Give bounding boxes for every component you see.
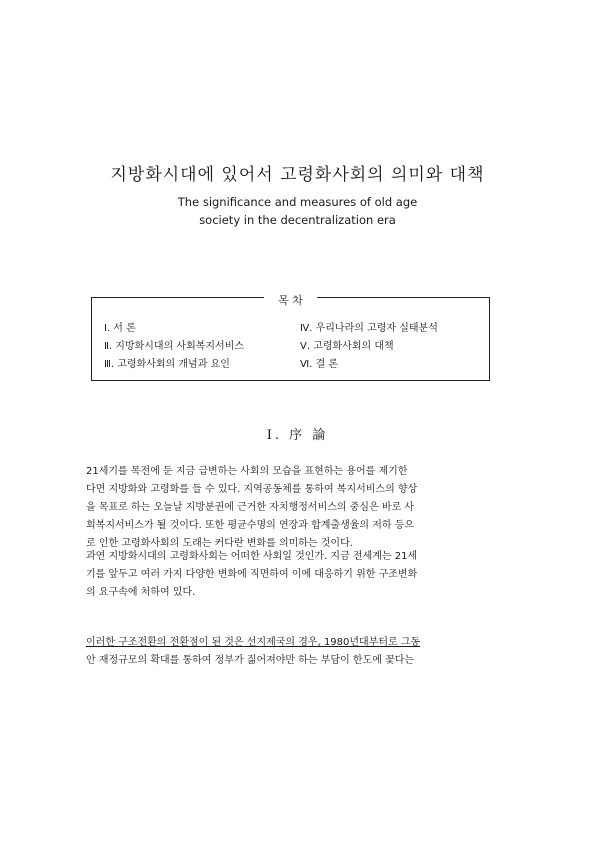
toc-column-left: [104, 320, 244, 374]
toc-item: Ⅱ. 지방화시대의 사회복지서비스: [104, 341, 245, 352]
title-en-line-2: society in the decentralization era: [199, 213, 396, 227]
paragraph-line: 을 목표로 하는 오늘날 지방분권에 근거한 자치행정서비스의 중심은 바로 사: [86, 502, 415, 513]
toc-column-right: [300, 320, 438, 374]
toc-item: Ⅵ. 결 론: [300, 359, 339, 370]
paragraph-line: 기를 앞두고 여러 가지 다양한 변화에 직면하여 이에 대응하기 위한 구조변화: [86, 569, 418, 580]
paragraph-line: 이러한 구조전환의 전환점이 된 것은 선지제국의 경우, 1980년대부터로 그동: [86, 637, 421, 648]
paragraph-line: 의 요구속에 처하여 있다.: [86, 587, 196, 598]
section-heading: Ⅰ. 序 論: [266, 428, 329, 443]
paragraph-line: 21세기를 목전에 둔 지금 급변하는 사회의 모습을 표현하는 용어를 제기한: [86, 466, 408, 477]
body-paragraph-2: [86, 548, 494, 602]
toc-heading-wrap: [92, 289, 489, 308]
body-paragraph-3: [86, 634, 494, 670]
title-en-line-1: The significance and measures of old age: [177, 195, 418, 209]
table-of-contents: [91, 294, 490, 381]
toc-item: Ⅳ. 우리나라의 고령자 실태분석: [300, 323, 438, 334]
paper-title-korean: 지방화시대에 있어서 고령화사회의 의미와 대책: [110, 165, 485, 185]
body-paragraph-1: [86, 463, 494, 553]
toc-heading: 목 차: [264, 294, 317, 307]
toc-item: Ⅴ. 고령화사회의 대책: [300, 341, 394, 352]
paragraph-line: 안 재정규모의 확대를 통하여 정부가 짊어져야만 하는 부담이 한도에 꽃다는: [86, 655, 415, 666]
paragraph-line: 로 인한 고령화사회의 도래는 커다란 변화를 의미하는 것이다.: [86, 538, 353, 549]
paragraph-line: 다면 지방화와 고령화를 들 수 있다. 지역공동체를 통하여 복지서비스의 향상: [86, 484, 418, 495]
toc-item: Ⅰ. 서 론: [104, 323, 136, 334]
paper-title-english: [0, 193, 595, 229]
toc-item: Ⅲ. 고령화사회의 개념과 요인: [104, 359, 230, 370]
paragraph-line: 회복지서비스가 될 것이다. 또한 평균수명의 연장과 합계출생율의 저하 등으: [86, 520, 415, 531]
paragraph-line: 과연 지방화시대의 고령화사회는 어떠한 사회일 것인가. 지금 전세계는 21세: [86, 551, 418, 562]
